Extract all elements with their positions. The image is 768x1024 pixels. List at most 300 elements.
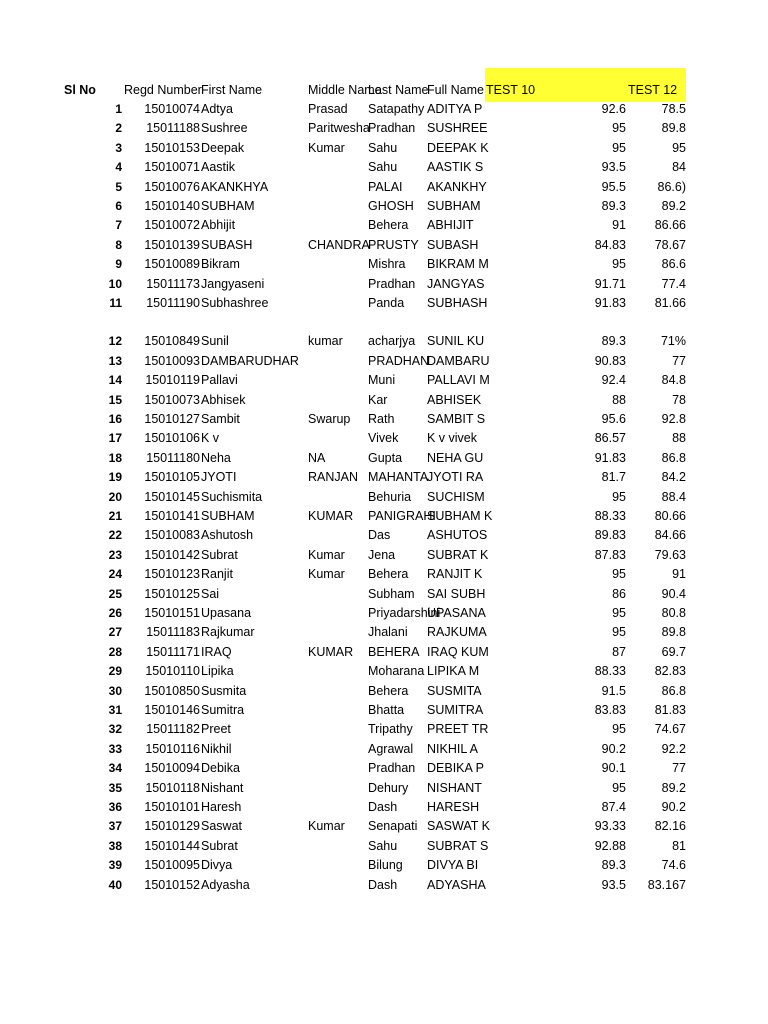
cell-last-name: Moharana [368, 664, 425, 679]
cell-regd-number: 15011183 [146, 625, 200, 640]
cell-first-name: SUBHAM [201, 199, 255, 213]
cell-full-name: RAJKUMA [427, 625, 487, 640]
table-row [0, 740, 768, 759]
cell-last-name: PRADHAN [368, 353, 430, 368]
cell-regd-number: 15010101 [144, 800, 200, 814]
cell-middle-name [308, 585, 367, 604]
cell-test-10: 93.33 [594, 819, 626, 834]
cell-regd-number: 15010141 [144, 509, 200, 523]
cell-test-10: 95 [612, 625, 626, 640]
cell-test-10: 89.3 [601, 199, 626, 213]
cell-middle-name: Kumar [308, 567, 345, 582]
cell-test-10: 95 [612, 489, 626, 504]
cell-first-name: Ranjit [201, 567, 233, 582]
cell-test-12: 80.8 [661, 606, 686, 620]
cell-sl-no: 8 [115, 237, 122, 252]
cell-full-name: SUSHREE [427, 121, 488, 136]
header-test-10: TEST 10 [486, 83, 536, 97]
cell-first-name: Haresh [201, 800, 242, 814]
cell-last-name: Behera [368, 218, 409, 233]
cell-full-name: HARESH [427, 800, 480, 814]
cell-middle-name [308, 275, 367, 294]
table-row [0, 236, 768, 255]
cell-test-12: 86.6) [657, 179, 686, 194]
cell-middle-name [308, 255, 367, 274]
cell-sl-no: 16 [108, 412, 122, 426]
cell-sl-no: 32 [108, 722, 122, 737]
cell-regd-number: 15010106 [144, 431, 200, 446]
cell-regd-number: 15010145 [144, 489, 200, 504]
cell-full-name: UPASANA [427, 606, 486, 620]
cell-middle-name [308, 391, 367, 410]
cell-full-name: DAMBARU [427, 353, 490, 368]
cell-middle-name: KUMAR [308, 509, 354, 523]
cell-sl-no: 13 [108, 353, 122, 368]
cell-middle-name [308, 197, 367, 216]
cell-regd-number: 15010072 [144, 218, 200, 233]
cell-test-10: 91 [612, 218, 626, 233]
cell-last-name: Das [368, 528, 391, 543]
header-middle-name: Middle Name [308, 83, 382, 97]
cell-last-name: Pradhan [368, 761, 416, 776]
table-row [0, 158, 768, 177]
cell-first-name: Lipika [201, 664, 234, 679]
cell-sl-no: 9 [115, 257, 122, 272]
table-row [0, 197, 768, 216]
cell-test-10: 95 [612, 121, 626, 136]
cell-first-name: Jangyaseni [201, 276, 265, 291]
cell-test-10: 95 [612, 780, 626, 795]
header-first-name: First Name [201, 83, 263, 97]
cell-test-12: 89.2 [661, 199, 686, 213]
cell-test-10: 95 [612, 722, 626, 737]
table-row [0, 352, 768, 371]
cell-full-name: NIKHIL A [427, 741, 478, 756]
cell-test-10: 93.5 [601, 160, 626, 175]
cell-last-name: Jena [368, 547, 396, 562]
header-last-name: Last Name [368, 83, 429, 97]
cell-last-name: GHOSH [368, 199, 414, 213]
cell-test-12: 84.8 [661, 373, 686, 388]
table-row [0, 507, 768, 526]
cell-regd-number: 15010849 [144, 334, 200, 349]
cell-full-name: AKANKHY [427, 179, 487, 194]
cell-first-name: Sushree [201, 121, 248, 136]
cell-sl-no: 37 [108, 819, 122, 834]
table-row [0, 468, 768, 487]
cell-full-name: RANJIT K [427, 567, 483, 582]
cell-first-name: Suchismita [201, 489, 263, 504]
cell-test-12: 77.4 [661, 276, 686, 291]
cell-last-name: Muni [368, 373, 396, 388]
cell-regd-number: 15011182 [146, 722, 200, 737]
cell-test-12: 86.8 [661, 683, 686, 698]
cell-full-name: ABHISEK [427, 392, 482, 407]
cell-test-10: 93.5 [601, 877, 626, 892]
cell-test-12: 90.4 [661, 586, 686, 601]
cell-test-10: 91.5 [601, 683, 626, 698]
header-test-12: TEST 12 [628, 83, 678, 97]
table-row [0, 643, 768, 662]
cell-middle-name [308, 779, 367, 798]
cell-test-10: 89.3 [601, 334, 626, 349]
cell-first-name: Aastik [201, 160, 236, 175]
cell-full-name: ADITYA P [427, 102, 483, 116]
cell-last-name: Behuria [368, 489, 412, 504]
cell-test-10: 91.71 [594, 276, 626, 291]
cell-sl-no: 24 [108, 567, 122, 582]
cell-last-name: Pradhan [368, 276, 416, 291]
cell-full-name: SUSMITA [427, 683, 482, 698]
cell-test-12: 82.16 [654, 819, 686, 834]
cell-full-name: DIVYA BI [427, 858, 479, 873]
cell-test-12: 89.2 [661, 780, 686, 795]
cell-middle-name [308, 759, 367, 778]
cell-last-name: MAHANTA [368, 470, 429, 485]
cell-full-name: AASTIK S [427, 160, 484, 175]
cell-middle-name [308, 623, 367, 642]
cell-test-12: 86.8 [661, 450, 686, 465]
cell-full-name: SASWAT K [427, 819, 490, 834]
cell-middle-name: CHANDRA [308, 237, 370, 252]
table-row [0, 119, 768, 138]
cell-sl-no: 33 [108, 741, 122, 756]
cell-middle-name [308, 526, 367, 545]
cell-test-10: 92.4 [601, 373, 626, 388]
cell-test-10: 95 [612, 567, 626, 582]
cell-test-12: 89.8 [661, 625, 686, 640]
cell-sl-no: 6 [115, 199, 122, 213]
cell-test-10: 91.83 [594, 450, 626, 465]
cell-first-name: Saswat [201, 819, 242, 834]
cell-last-name: Gupta [368, 450, 403, 465]
cell-regd-number: 15010071 [144, 160, 200, 175]
cell-regd-number: 15010142 [144, 547, 200, 562]
cell-sl-no: 22 [108, 528, 122, 543]
cell-last-name: acharjya [368, 334, 416, 349]
cell-regd-number: 15010083 [144, 528, 200, 543]
cell-middle-name: Paritwesha [308, 121, 370, 136]
cell-sl-no: 17 [108, 431, 122, 446]
cell-first-name: Sunil [201, 334, 229, 349]
table-row [0, 682, 768, 701]
cell-regd-number: 15010074 [144, 102, 200, 116]
cell-test-12: 86.6 [661, 257, 686, 272]
cell-test-12: 71% [660, 334, 686, 349]
cell-sl-no: 19 [108, 470, 122, 485]
cell-test-10: 83.83 [594, 703, 626, 717]
cell-test-12: 69.7 [661, 644, 686, 659]
cell-last-name: Kar [368, 392, 388, 407]
cell-middle-name [308, 352, 367, 371]
cell-middle-name [308, 662, 367, 681]
cell-sl-no: 10 [108, 276, 122, 291]
cell-first-name: Nikhil [201, 741, 232, 756]
cell-test-12: 92.2 [661, 741, 686, 756]
cell-regd-number: 15010144 [144, 838, 200, 853]
header-sl-no: Sl No [64, 83, 96, 97]
cell-middle-name: NA [308, 450, 326, 465]
table-row [0, 449, 768, 468]
cell-full-name: K v vivek [427, 431, 478, 446]
cell-full-name: ADYASHA [427, 877, 486, 892]
cell-test-10: 88.33 [594, 664, 626, 679]
cell-test-10: 88.33 [594, 509, 626, 523]
cell-sl-no: 14 [108, 373, 122, 388]
cell-test-10: 95 [612, 606, 626, 620]
cell-test-10: 86.57 [594, 431, 626, 446]
cell-regd-number: 15010127 [144, 412, 200, 426]
cell-first-name: Nishant [201, 780, 244, 795]
cell-regd-number: 15011188 [146, 121, 200, 136]
cell-test-10: 95.5 [601, 179, 626, 194]
cell-regd-number: 15011180 [146, 450, 200, 465]
cell-middle-name: KUMAR [308, 644, 354, 659]
cell-sl-no: 3 [115, 140, 122, 155]
cell-first-name: Neha [201, 450, 231, 465]
cell-test-10: 92.6 [601, 102, 626, 116]
cell-last-name: Tripathy [368, 722, 413, 737]
cell-middle-name [308, 856, 367, 875]
cell-full-name: NEHA GU [427, 450, 484, 465]
cell-full-name: IRAQ KUM [427, 644, 489, 659]
cell-middle-name [308, 429, 367, 448]
cell-last-name: Pradhan [368, 121, 416, 136]
cell-last-name: BEHERA [368, 644, 420, 659]
table-row [0, 798, 768, 817]
cell-full-name: NISHANT [427, 780, 482, 795]
cell-full-name: SUBRAT S [427, 838, 489, 853]
cell-test-12: 79.63 [654, 547, 686, 562]
cell-full-name: SUMITRA [427, 703, 484, 717]
cell-first-name: SUBASH [201, 237, 253, 252]
cell-first-name: Debika [201, 761, 240, 776]
cell-sl-no: 21 [108, 509, 122, 523]
cell-full-name: ABHIJIT [427, 218, 474, 233]
cell-test-10: 90.1 [601, 761, 626, 776]
cell-middle-name [308, 604, 367, 623]
cell-regd-number: 15011190 [146, 296, 200, 310]
cell-sl-no: 30 [108, 683, 122, 698]
cell-last-name: Dehury [368, 780, 409, 795]
cell-full-name: SUBHAM K [427, 509, 493, 523]
cell-full-name: PALLAVI M [427, 373, 490, 388]
cell-test-10: 89.83 [594, 528, 626, 543]
table-row [0, 391, 768, 410]
cell-regd-number: 15010146 [144, 703, 200, 717]
cell-first-name: Preet [201, 722, 231, 737]
cell-middle-name [308, 740, 367, 759]
cell-test-10: 86 [612, 586, 626, 601]
cell-sl-no: 28 [108, 644, 122, 659]
cell-test-10: 87.4 [601, 800, 626, 814]
cell-middle-name [308, 798, 367, 817]
cell-sl-no: 18 [108, 450, 122, 465]
table-row [0, 876, 768, 895]
cell-last-name: PANIGRAHI [368, 509, 436, 523]
cell-test-12: 77 [672, 353, 686, 368]
cell-regd-number: 15010110 [145, 664, 200, 679]
cell-sl-no: 5 [115, 179, 122, 194]
cell-first-name: Deepak [201, 140, 245, 155]
cell-sl-no: 15 [108, 392, 122, 407]
cell-regd-number: 15010076 [144, 179, 200, 194]
cell-first-name: Bikram [201, 257, 240, 272]
cell-middle-name: Prasad [308, 102, 348, 116]
cell-sl-no: 38 [108, 838, 122, 853]
cell-sl-no: 36 [108, 800, 122, 814]
cell-sl-no: 35 [108, 780, 122, 795]
cell-sl-no: 11 [109, 296, 122, 310]
cell-last-name: Jhalani [368, 625, 408, 640]
table-row [0, 488, 768, 507]
table-row [0, 837, 768, 856]
cell-first-name: Susmita [201, 683, 247, 698]
cell-sl-no: 4 [115, 160, 122, 175]
cell-last-name: Rath [368, 412, 395, 426]
cell-test-12: 84.2 [661, 470, 686, 485]
cell-full-name: SUBRAT K [427, 547, 489, 562]
cell-sl-no: 23 [108, 547, 122, 562]
cell-test-12: 83.167 [647, 877, 686, 892]
cell-first-name: Upasana [201, 606, 252, 620]
cell-first-name: K v [201, 431, 220, 446]
table-row [0, 856, 768, 875]
cell-test-12: 78.5 [661, 102, 686, 116]
cell-test-12: 84 [672, 160, 686, 175]
cell-full-name: SUNIL KU [427, 334, 485, 349]
cell-full-name: JYOTI RA [427, 470, 484, 485]
cell-last-name: Panda [368, 296, 405, 310]
cell-test-12: 84.66 [654, 528, 686, 543]
cell-first-name: Subrat [201, 838, 238, 853]
cell-last-name: Sahu [368, 160, 398, 175]
cell-test-12: 78.67 [654, 237, 686, 252]
header-row [0, 81, 768, 100]
cell-first-name: Ashutosh [201, 528, 254, 543]
cell-full-name: PREET TR [427, 722, 489, 737]
cell-middle-name: Swarup [308, 412, 351, 426]
cell-test-12: 90.2 [661, 800, 686, 814]
cell-middle-name [308, 701, 367, 720]
cell-full-name: SUBASH [427, 237, 479, 252]
cell-test-12: 77 [672, 761, 686, 776]
cell-full-name: DEBIKA P [427, 761, 484, 776]
cell-middle-name: Kumar [308, 547, 345, 562]
cell-last-name: Sahu [368, 140, 398, 155]
cell-test-10: 88 [612, 392, 626, 407]
table-row [0, 216, 768, 235]
cell-middle-name [308, 720, 367, 739]
cell-last-name: Satapathy [368, 102, 425, 116]
table-row [0, 275, 768, 294]
cell-middle-name: Kumar [308, 140, 345, 155]
cell-sl-no: 29 [108, 664, 122, 679]
cell-full-name: SAI SUBH [427, 586, 486, 601]
cell-last-name: Sahu [368, 838, 398, 853]
cell-sl-no: 20 [108, 489, 122, 504]
cell-test-12: 91 [672, 567, 686, 582]
cell-first-name: Adtya [201, 102, 233, 116]
cell-regd-number: 15010119 [145, 373, 200, 388]
cell-full-name: SUCHISM [427, 489, 485, 504]
cell-regd-number: 15010093 [144, 353, 200, 368]
cell-last-name: PALAI [368, 179, 403, 194]
cell-sl-no: 25 [108, 586, 122, 601]
cell-middle-name [308, 216, 367, 235]
table-row [0, 720, 768, 739]
table-row [0, 779, 768, 798]
cell-test-12: 78 [672, 392, 686, 407]
cell-last-name: Priyadarshini [368, 606, 441, 620]
cell-last-name: Dash [368, 800, 398, 814]
cell-sl-no: 34 [108, 761, 122, 776]
cell-sl-no: 40 [108, 877, 122, 892]
cell-first-name: DAMBARUDHAR [201, 353, 299, 368]
cell-regd-number: 15010125 [144, 586, 200, 601]
cell-last-name: Senapati [368, 819, 418, 834]
cell-test-12: 95 [672, 140, 686, 155]
cell-last-name: Subham [368, 586, 415, 601]
cell-middle-name: kumar [308, 334, 343, 349]
cell-regd-number: 15010118 [145, 780, 200, 795]
cell-sl-no: 7 [115, 218, 122, 233]
cell-sl-no: 27 [108, 625, 122, 640]
cell-regd-number: 15010850 [144, 683, 200, 698]
table-row [0, 178, 768, 197]
cell-regd-number: 15010153 [144, 140, 200, 155]
cell-first-name: Abhisek [201, 392, 246, 407]
cell-sl-no: 12 [108, 334, 122, 349]
cell-sl-no: 39 [108, 858, 122, 873]
cell-last-name: Dash [368, 877, 398, 892]
header-regd-number: Regd Number [124, 83, 202, 97]
cell-test-10: 95 [612, 140, 626, 155]
cell-middle-name [308, 158, 367, 177]
cell-test-12: 74.67 [654, 722, 686, 737]
cell-first-name: Subhashree [201, 296, 269, 310]
header-full-name: Full Name [427, 83, 484, 97]
cell-regd-number: 15010116 [145, 741, 200, 756]
cell-regd-number: 15010094 [144, 761, 200, 776]
cell-middle-name [308, 488, 367, 507]
cell-last-name: Behera [368, 567, 409, 582]
table-row [0, 546, 768, 565]
cell-first-name: Sumitra [201, 703, 245, 717]
cell-test-12: 89.8 [661, 121, 686, 136]
cell-full-name: SUBHASH [427, 296, 488, 310]
cell-regd-number: 15010073 [144, 392, 200, 407]
cell-test-10: 91.83 [594, 296, 626, 310]
cell-full-name: JANGYAS [427, 276, 485, 291]
cell-middle-name [308, 371, 367, 390]
cell-last-name: Mishra [368, 257, 406, 272]
cell-last-name: Bilung [368, 858, 403, 873]
cell-first-name: AKANKHYA [201, 179, 269, 194]
cell-middle-name [308, 178, 367, 197]
cell-first-name: IRAQ [201, 644, 232, 659]
cell-full-name: DEEPAK K [427, 140, 489, 155]
cell-regd-number: 15010152 [144, 877, 200, 892]
cell-regd-number: 15010129 [144, 819, 200, 834]
cell-first-name: Sambit [201, 412, 240, 426]
table-row [0, 585, 768, 604]
cell-full-name: SAMBIT S [427, 412, 486, 426]
cell-test-12: 88 [672, 431, 686, 446]
table-row [0, 565, 768, 584]
cell-test-12: 82.83 [654, 664, 686, 679]
cell-regd-number: 15010151 [144, 606, 200, 620]
